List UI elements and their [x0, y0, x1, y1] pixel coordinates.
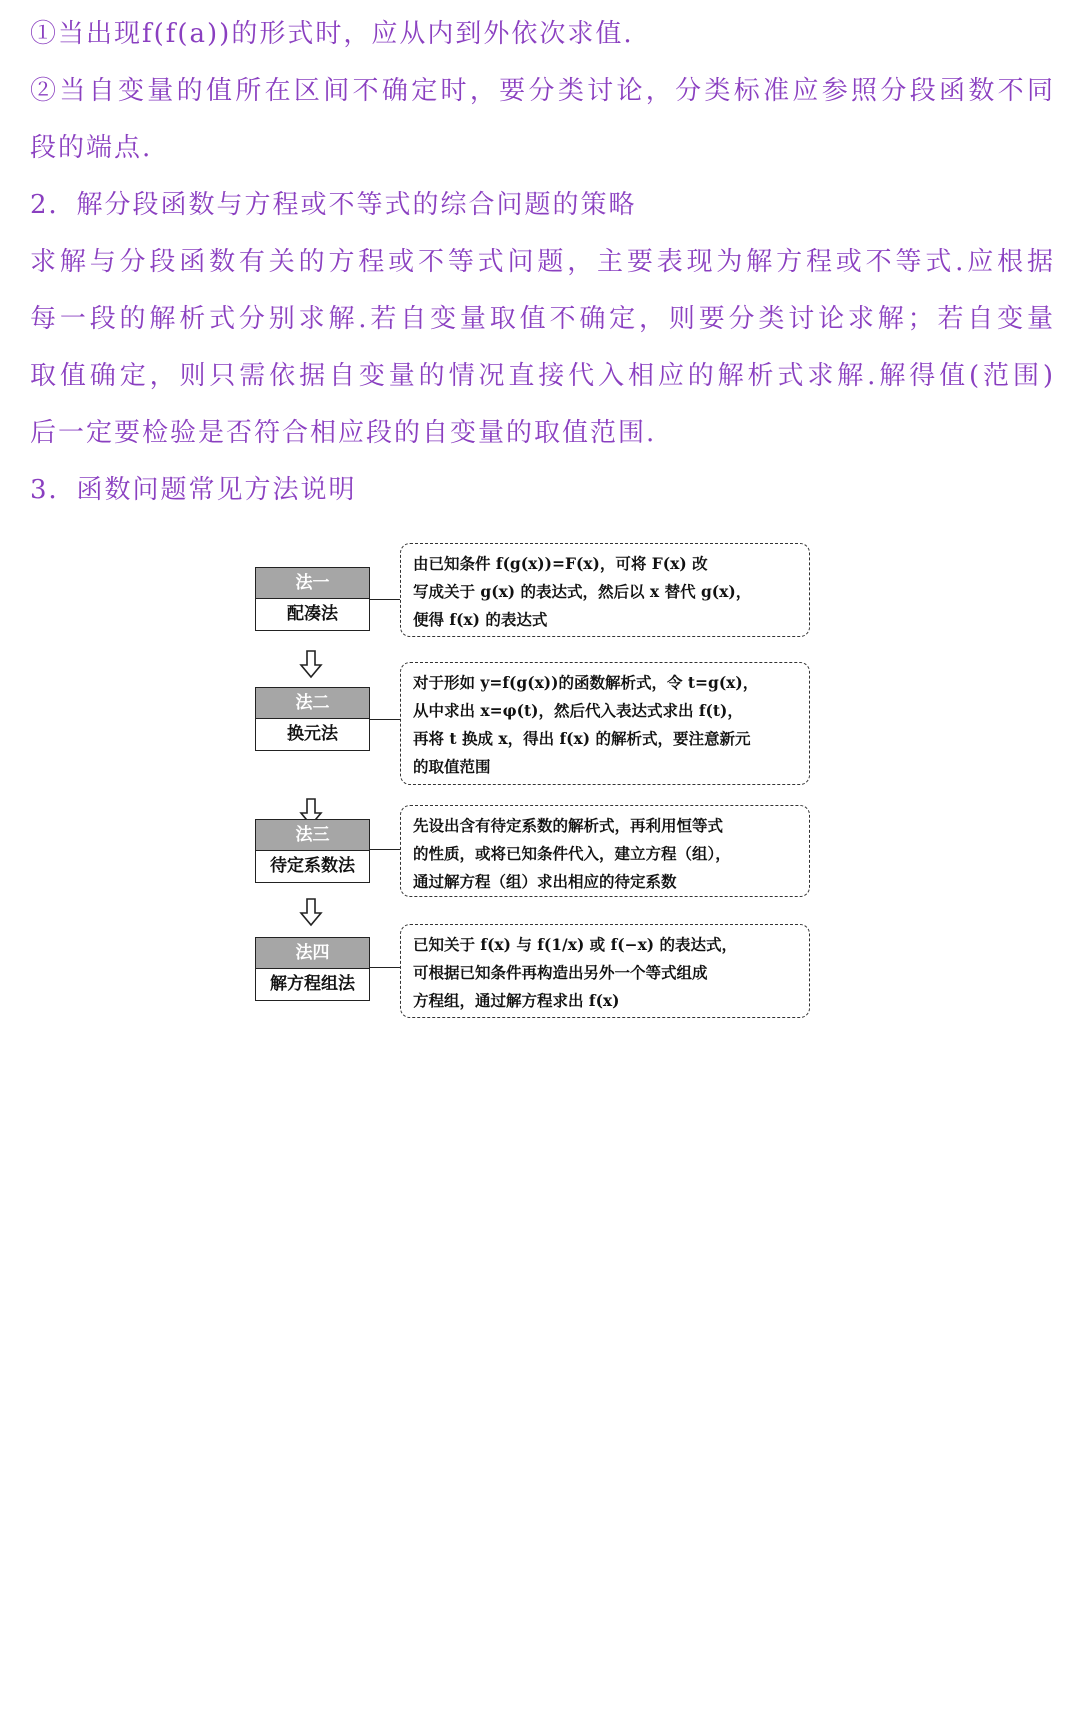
section-2-line-1: 求解与分段函数有关的方程或不等式问题，主要表现为解方程或不等式.应根据	[30, 247, 1055, 277]
method-4-tag: 法四	[256, 938, 369, 969]
method-4-desc-line: 方程组，通过解方程求出 f(x)	[413, 991, 620, 1010]
down-arrow-icon	[299, 897, 323, 927]
method-2-description	[400, 662, 810, 785]
method-4-name: 解方程组法	[270, 974, 355, 994]
method-1-name: 配凑法	[287, 604, 338, 624]
method-3-tag: 法三	[256, 820, 369, 851]
method-1-connector	[370, 599, 400, 600]
method-1-desc-line: 便得 f(x) 的表达式	[413, 610, 548, 629]
method-1-desc-line: 写成关于 g(x) 的表达式，然后以 x 替代 g(x)，	[413, 582, 752, 601]
method-4-box	[255, 937, 370, 1001]
method-3-box	[255, 819, 370, 883]
method-4-description	[400, 924, 810, 1018]
method-3-desc-line: 先设出含有待定系数的解析式，再利用恒等式	[413, 816, 724, 835]
section-2-line-4: 后一定要检验是否符合相应段的自变量的取值范围.	[30, 418, 657, 448]
point-2-continued: 段的端点.	[30, 133, 153, 163]
method-1-desc-line: 由已知条件 f(g(x))=F(x)，可将 F(x) 改	[413, 554, 708, 573]
intro-section	[30, 6, 1055, 177]
section-3-heading: 3．函数问题常见方法说明	[30, 475, 357, 505]
method-2-box	[255, 687, 370, 751]
section-2-line-2: 每一段的解析式分别求解.若自变量取值不确定，则要分类讨论求解；若自变量	[30, 304, 1055, 334]
section-2-heading: 2．解分段函数与方程或不等式的综合问题的策略	[30, 190, 637, 220]
section-2	[30, 177, 1055, 462]
method-4-connector	[370, 967, 400, 968]
method-3-connector	[370, 849, 400, 850]
method-2-desc-line: 对于形如 y=f(g(x))的函数解析式，令 t=g(x)，	[413, 673, 759, 692]
method-3-description	[400, 805, 810, 897]
method-3-desc-line: 的性质，或将已知条件代入，建立方程（组），	[413, 844, 731, 863]
point-1: ①当出现f(f(a))的形式时，应从内到外依次求值.	[30, 19, 634, 49]
section-2-line-3: 取值确定，则只需依据自变量的情况直接代入相应的解析式求解.解得值(范围)	[30, 361, 1055, 391]
methods-flowchart	[255, 543, 815, 1043]
method-3-name: 待定系数法	[270, 856, 355, 876]
method-4-desc-line: 已知关于 f(x) 与 f(1/x) 或 f(−x) 的表达式，	[413, 935, 738, 954]
down-arrow-icon	[299, 649, 323, 679]
section-3	[30, 462, 1055, 519]
method-2-connector	[370, 719, 400, 720]
method-2-name: 换元法	[287, 724, 338, 744]
method-2-tag: 法二	[256, 688, 369, 719]
method-2-desc-line: 的取值范围	[413, 757, 491, 776]
method-1-description	[400, 543, 810, 637]
method-2-desc-line: 从中求出 x=φ(t)，然后代入表达式求出 f(t)，	[413, 701, 743, 720]
method-4-desc-line: 可根据已知条件再构造出另外一个等式组成	[413, 963, 708, 982]
method-1-box	[255, 567, 370, 631]
method-3-desc-line: 通过解方程（组）求出相应的待定系数	[413, 872, 677, 891]
method-1-tag: 法一	[256, 568, 369, 599]
point-2: ②当自变量的值所在区间不确定时，要分类讨论，分类标准应参照分段函数不同	[30, 76, 1055, 106]
method-2-desc-line: 再将 t 换成 x，得出 f(x) 的解析式，要注意新元	[413, 729, 751, 748]
